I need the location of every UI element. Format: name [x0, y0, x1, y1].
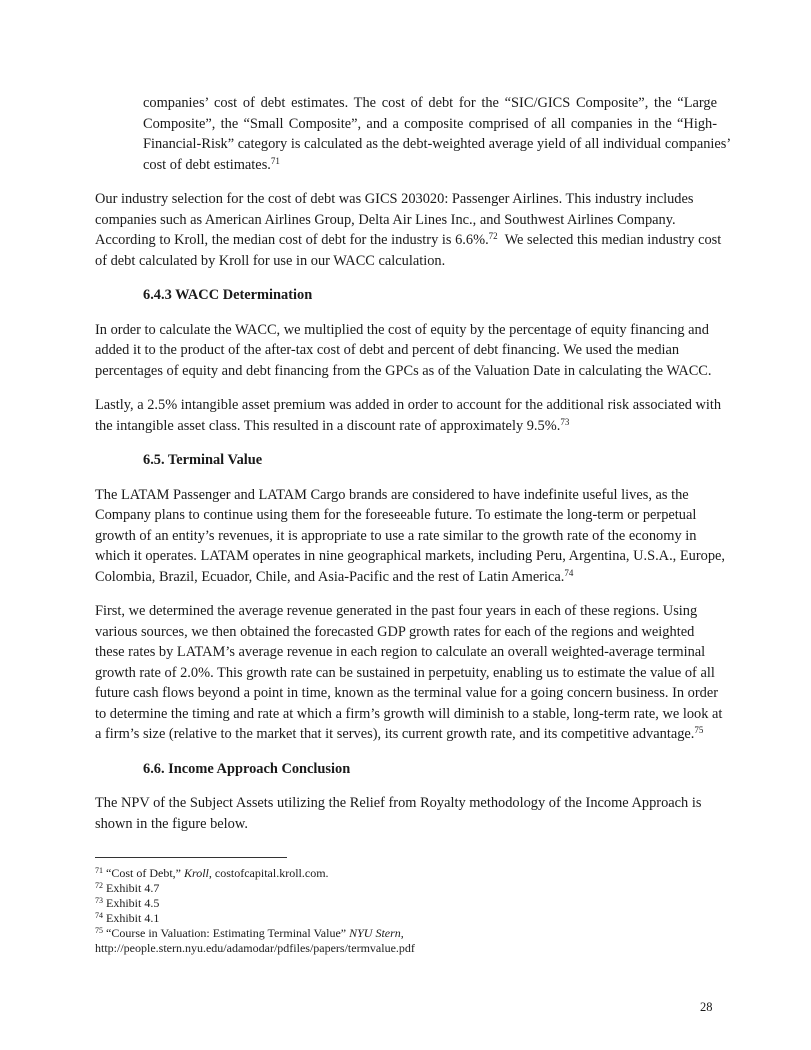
paragraph-wacc-calculation: In order to calculate the WACC, we multiplied the cost of equity by the percentage of equity financing and added it to the product of the after-tax cost of debt and percent of debt financing. We used the median percentages of equity and debt financing from the GPCs as of the Valuation Date in calculating the WACC. [95, 321, 712, 379]
footnote-ref[interactable]: 74 [564, 567, 574, 578]
footnote-75-url[interactable]: http://people.stern.nyu.edu/adamodar/pdfiles/papers/termvalue.pdf [95, 941, 415, 955]
heading-terminal-value: 6.5. Terminal Value [143, 452, 263, 468]
footnote-73: $^{73}$ Exhibit 4.5 [95, 896, 160, 910]
paragraph-npv: The NPV of the Subject Assets utilizing the Relief from Royalty methodology of the Income Approach is shown in the figure below. [95, 795, 702, 832]
heading-income-approach-conclusion: 6.6. Income Approach Conclusion [143, 760, 351, 777]
heading-wacc-determination: 6.4.3 WACC Determination [143, 287, 313, 303]
footnote-72: $^{72}$ Exhibit 4.7 [95, 881, 160, 895]
footnote-ref[interactable]: 73 [560, 416, 570, 427]
paragraph-growth-rate: First, we determined the average revenue generated in the past four years in each of these regions. Using various sources, we then obtained the forecasted GDP growth rates for each of the regions and weighted these rates by LATAM’s average revenue in each region to calculate an overall weighted-average terminal growth rate of 2.0%. This growth rate can be sustained in perpetuity, enabling us to estimate the value of all future cash flows beyond a point in time, known as the terminal value for a going concern business. In order to determine the timing and rate at which a firm’s growth will diminish to a stable, long-term rate, we look at a firm’s size (relative to the market that it serves), its current growth rate, and its competitive advantage.$^{75}$ [95, 603, 723, 742]
footnote-ref[interactable]: 72 [488, 231, 498, 241]
page-number: 28 [700, 1000, 713, 1014]
footnote-ref[interactable]: 75 [694, 725, 704, 735]
body-text [95, 93, 732, 848]
footnote-ref[interactable]: 71 [270, 155, 280, 166]
footnote-74: $^{74}$ Exhibit 4.1 [95, 911, 160, 925]
paragraph-cost-of-debt-composites: companies’ cost of debt estimates. The cost of debt for the “SIC/GICS Composite”, the “Large Composite”, the “Small Composite”, and a composite comprised of all companies in the “High- Financial-Risk” category is calculated as the debt-weighted average yield of all individual companies’ cost of debt estimates.$^{71}$ [143, 95, 732, 173]
paragraph-brands-indefinite-lives: The LATAM Passenger and LATAM Cargo brands are considered to have indefinite useful lives, as the Company plans to continue using them for the foreseeable future. To estimate the long-term or perpetual growth of an entity’s revenues, it is appropriate to use a rate similar to the growth rate of the economy in which it operates. LATAM operates in nine geographical markets, including Peru, Argentina, U.S.A., Europe, Colombia, Brazil, Ecuador, Chile, and Asia-Pacific and the rest of Latin America.$^{74}$ [95, 486, 726, 585]
footnote-71: $^{71}$ “Cost of Debt,” Kroll, costofcapital.kroll.com. [95, 866, 329, 880]
paragraph-industry-selection: Our industry selection for the cost of debt was GICS 203020: Passenger Airlines. This industry includes companies such as American Airlines Group, Delta Air Lines Inc., and Southwest Airlines Company. According to Kroll, the median cost of debt for the industry is 6.6%.$^{72}$ We selected this median industry cost of debt calculated by Kroll for use in our WACC calculation. [95, 191, 722, 269]
footnote-75: $^{75}$ “Course in Valuation: Estimating Terminal Value” NYU Stern, [95, 926, 404, 940]
paragraph-intangible-premium: Lastly, a 2.5% intangible asset premium was added in order to account for the additional risk associated with the intangible asset class. This resulted in a discount rate of approximately 9.5%.$^{73}$ [95, 397, 722, 434]
footnote-separator [95, 857, 287, 858]
footnotes [95, 866, 415, 956]
